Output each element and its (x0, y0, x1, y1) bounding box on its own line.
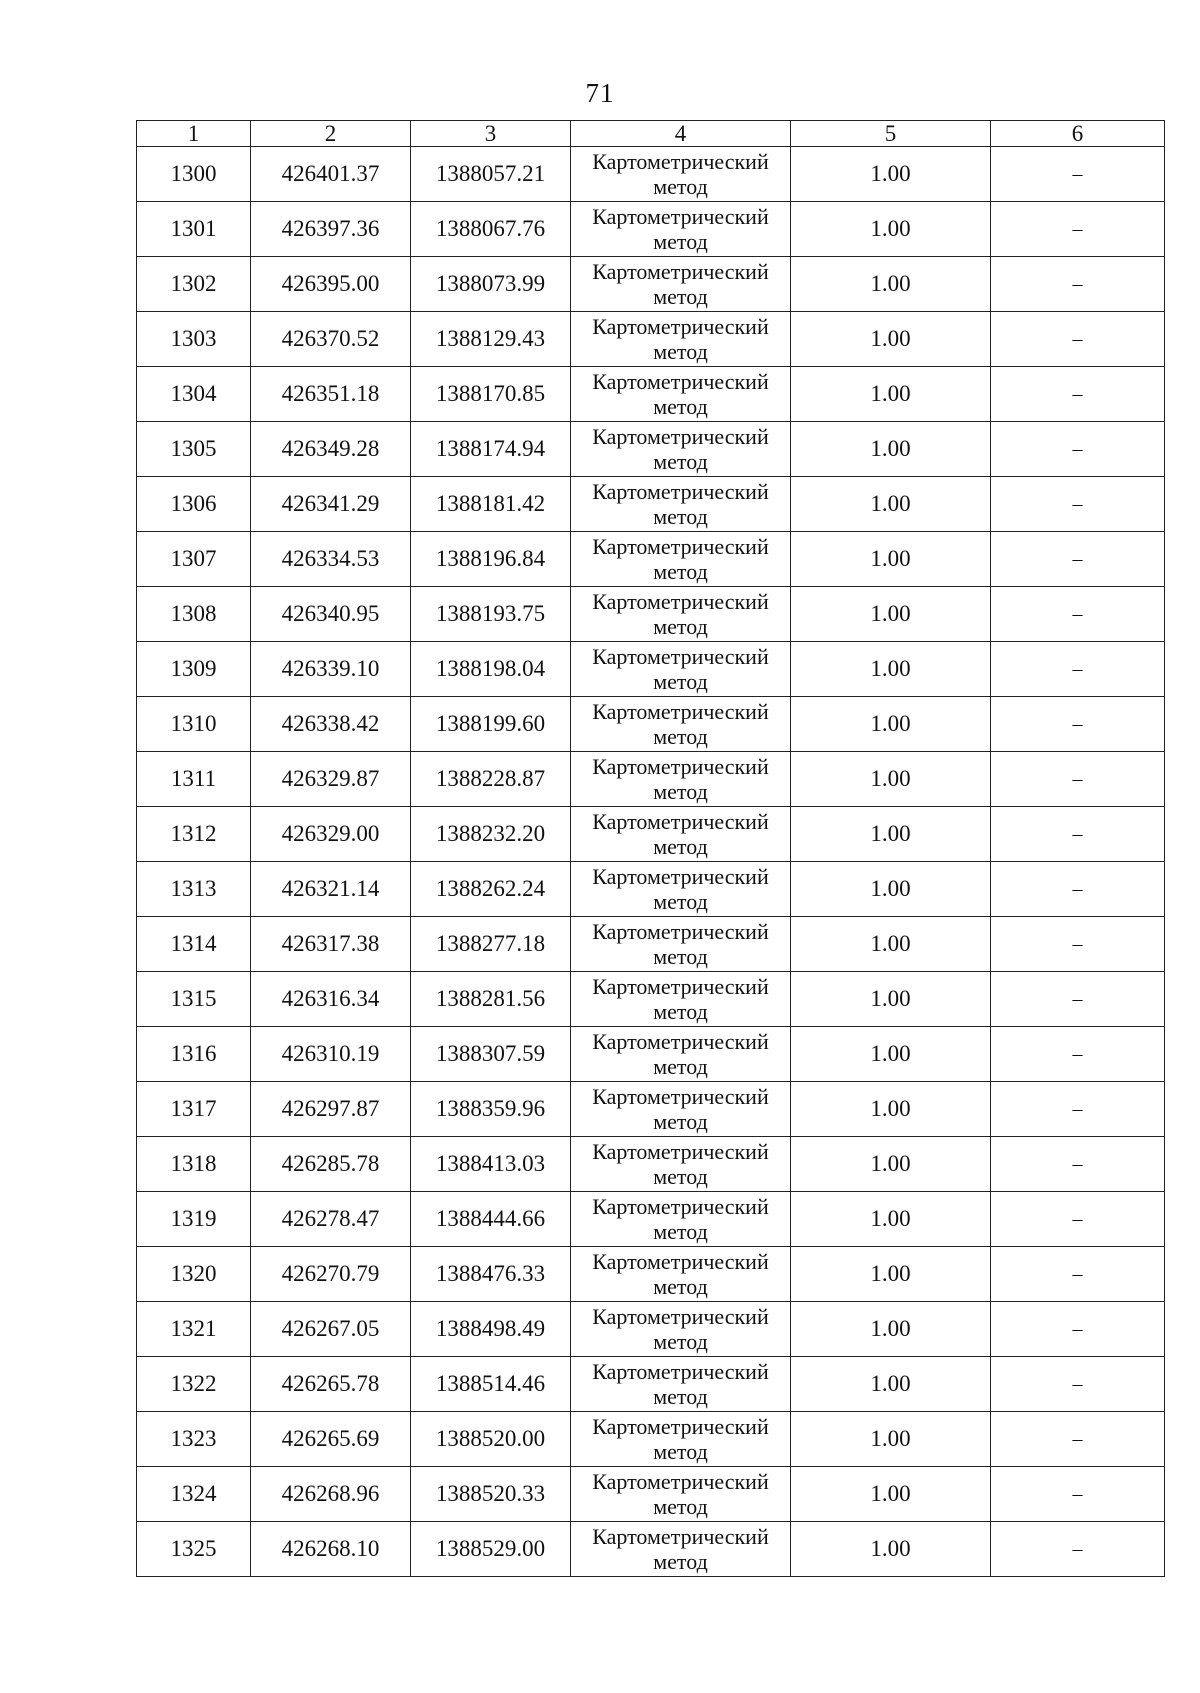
method-text-line1: Картометрический (592, 259, 769, 284)
point-number-cell: 1315 (137, 972, 251, 1027)
table-row (137, 972, 1165, 1027)
x-coordinate-cell: 426316.34 (251, 972, 411, 1027)
method-text-line1: Картометрический (592, 1414, 769, 1439)
x-coordinate-cell: 426397.36 (251, 202, 411, 257)
method-text-line2: метод (653, 1384, 708, 1409)
point-number-cell: 1301 (137, 202, 251, 257)
point-number-cell: 1304 (137, 367, 251, 422)
y-coordinate-cell: 1388281.56 (411, 972, 571, 1027)
note-cell: – (991, 422, 1165, 477)
y-coordinate-cell: 1388359.96 (411, 1082, 571, 1137)
x-coordinate-cell: 426321.14 (251, 862, 411, 917)
method-cell (571, 312, 791, 367)
column-header-5: 5 (791, 121, 991, 147)
method-text-line1: Картометрический (592, 1359, 769, 1384)
table-row (137, 862, 1165, 917)
accuracy-cell: 1.00 (791, 1467, 991, 1522)
x-coordinate-cell: 426370.52 (251, 312, 411, 367)
y-coordinate-cell: 1388413.03 (411, 1137, 571, 1192)
table-row (137, 1412, 1165, 1467)
method-cell (571, 807, 791, 862)
point-number-cell: 1310 (137, 697, 251, 752)
point-number-cell: 1317 (137, 1082, 251, 1137)
note-cell: – (991, 202, 1165, 257)
method-text-line1: Картометрический (592, 1194, 769, 1219)
accuracy-cell: 1.00 (791, 1247, 991, 1302)
method-text-line2: метод (653, 614, 708, 639)
accuracy-cell: 1.00 (791, 587, 991, 642)
method-text-line1: Картометрический (592, 369, 769, 394)
y-coordinate-cell: 1388228.87 (411, 752, 571, 807)
page-number: 71 (585, 78, 615, 108)
note-cell: – (991, 532, 1165, 587)
x-coordinate-cell: 426317.38 (251, 917, 411, 972)
accuracy-cell: 1.00 (791, 257, 991, 312)
accuracy-cell: 1.00 (791, 532, 991, 587)
table-row (137, 1192, 1165, 1247)
method-cell (571, 972, 791, 1027)
method-cell (571, 1192, 791, 1247)
method-text-line2: метод (653, 559, 708, 584)
accuracy-cell: 1.00 (791, 752, 991, 807)
y-coordinate-cell: 1388193.75 (411, 587, 571, 642)
table-row (137, 422, 1165, 477)
point-number-cell: 1320 (137, 1247, 251, 1302)
y-coordinate-cell: 1388170.85 (411, 367, 571, 422)
method-text-line1: Картометрический (592, 1249, 769, 1274)
x-coordinate-cell: 426341.29 (251, 477, 411, 532)
table-row (137, 807, 1165, 862)
accuracy-cell: 1.00 (791, 807, 991, 862)
method-text-line2: метод (653, 284, 708, 309)
method-cell (571, 587, 791, 642)
method-text-line2: метод (653, 1549, 708, 1574)
coordinates-table (136, 120, 1165, 1577)
method-cell (571, 1137, 791, 1192)
table-row (137, 367, 1165, 422)
x-coordinate-cell: 426395.00 (251, 257, 411, 312)
point-number-cell: 1314 (137, 917, 251, 972)
note-cell: – (991, 697, 1165, 752)
accuracy-cell: 1.00 (791, 202, 991, 257)
method-text-line1: Картометрический (592, 974, 769, 999)
point-number-cell: 1306 (137, 477, 251, 532)
y-coordinate-cell: 1388262.24 (411, 862, 571, 917)
table-row (137, 752, 1165, 807)
x-coordinate-cell: 426285.78 (251, 1137, 411, 1192)
table-row (137, 477, 1165, 532)
method-text-line1: Картометрический (592, 864, 769, 889)
x-coordinate-cell: 426329.87 (251, 752, 411, 807)
y-coordinate-cell: 1388199.60 (411, 697, 571, 752)
accuracy-cell: 1.00 (791, 917, 991, 972)
note-cell: – (991, 1412, 1165, 1467)
point-number-cell: 1322 (137, 1357, 251, 1412)
method-text-line1: Картометрический (592, 699, 769, 724)
method-text-line1: Картометрический (592, 1469, 769, 1494)
point-number-cell: 1311 (137, 752, 251, 807)
method-text-line1: Картометрический (592, 1084, 769, 1109)
y-coordinate-cell: 1388520.33 (411, 1467, 571, 1522)
x-coordinate-cell: 426310.19 (251, 1027, 411, 1082)
x-coordinate-cell: 426267.05 (251, 1302, 411, 1357)
table-row (137, 1027, 1165, 1082)
method-text-line2: метод (653, 669, 708, 694)
point-number-cell: 1302 (137, 257, 251, 312)
note-cell: – (991, 312, 1165, 367)
method-cell (571, 1302, 791, 1357)
note-cell: – (991, 1522, 1165, 1577)
method-cell (571, 1522, 791, 1577)
method-text-line2: метод (653, 1494, 708, 1519)
method-cell (571, 862, 791, 917)
accuracy-cell: 1.00 (791, 1082, 991, 1137)
point-number-cell: 1319 (137, 1192, 251, 1247)
accuracy-cell: 1.00 (791, 1522, 991, 1577)
note-cell: – (991, 147, 1165, 202)
x-coordinate-cell: 426340.95 (251, 587, 411, 642)
y-coordinate-cell: 1388196.84 (411, 532, 571, 587)
accuracy-cell: 1.00 (791, 1027, 991, 1082)
method-cell (571, 422, 791, 477)
table-row (137, 1357, 1165, 1412)
method-cell (571, 257, 791, 312)
accuracy-cell: 1.00 (791, 1137, 991, 1192)
x-coordinate-cell: 426351.18 (251, 367, 411, 422)
column-header-2: 2 (251, 121, 411, 147)
x-coordinate-cell: 426339.10 (251, 642, 411, 697)
x-coordinate-cell: 426268.96 (251, 1467, 411, 1522)
method-text-line2: метод (653, 1109, 708, 1134)
x-coordinate-cell: 426265.69 (251, 1412, 411, 1467)
method-text-line2: метод (653, 339, 708, 364)
note-cell: – (991, 1302, 1165, 1357)
note-cell: – (991, 1357, 1165, 1412)
point-number-cell: 1312 (137, 807, 251, 862)
table-row (137, 1082, 1165, 1137)
method-cell (571, 697, 791, 752)
point-number-cell: 1325 (137, 1522, 251, 1577)
table-row (137, 312, 1165, 367)
y-coordinate-cell: 1388529.00 (411, 1522, 571, 1577)
point-number-cell: 1309 (137, 642, 251, 697)
accuracy-cell: 1.00 (791, 1357, 991, 1412)
accuracy-cell: 1.00 (791, 147, 991, 202)
note-cell: – (991, 862, 1165, 917)
x-coordinate-cell: 426329.00 (251, 807, 411, 862)
note-cell: – (991, 917, 1165, 972)
method-text-line2: метод (653, 174, 708, 199)
column-header-1: 1 (137, 121, 251, 147)
method-cell (571, 532, 791, 587)
x-coordinate-cell: 426349.28 (251, 422, 411, 477)
y-coordinate-cell: 1388073.99 (411, 257, 571, 312)
method-text-line1: Картометрический (592, 589, 769, 614)
accuracy-cell: 1.00 (791, 972, 991, 1027)
table-row (137, 1522, 1165, 1577)
method-cell (571, 1247, 791, 1302)
method-text-line1: Картометрический (592, 644, 769, 669)
note-cell: – (991, 972, 1165, 1027)
point-number-cell: 1308 (137, 587, 251, 642)
method-text-line2: метод (653, 1219, 708, 1244)
header-row (137, 121, 1165, 147)
note-cell: – (991, 752, 1165, 807)
x-coordinate-cell: 426334.53 (251, 532, 411, 587)
method-cell (571, 202, 791, 257)
method-cell (571, 1467, 791, 1522)
method-text-line2: метод (653, 1329, 708, 1354)
note-cell: – (991, 1467, 1165, 1522)
table-row (137, 202, 1165, 257)
table-row (137, 532, 1165, 587)
method-text-line2: метод (653, 1164, 708, 1189)
method-cell (571, 1027, 791, 1082)
method-text-line1: Картометрический (592, 754, 769, 779)
table-row (137, 917, 1165, 972)
method-text-line1: Картометрический (592, 1524, 769, 1549)
table-header (137, 121, 1165, 147)
x-coordinate-cell: 426265.78 (251, 1357, 411, 1412)
note-cell: – (991, 1027, 1165, 1082)
method-text-line2: метод (653, 1439, 708, 1464)
point-number-cell: 1324 (137, 1467, 251, 1522)
method-text-line1: Картометрический (592, 424, 769, 449)
accuracy-cell: 1.00 (791, 642, 991, 697)
note-cell: – (991, 257, 1165, 312)
column-header-4: 4 (571, 121, 791, 147)
y-coordinate-cell: 1388198.04 (411, 642, 571, 697)
method-text-line2: метод (653, 1274, 708, 1299)
accuracy-cell: 1.00 (791, 862, 991, 917)
accuracy-cell: 1.00 (791, 1302, 991, 1357)
y-coordinate-cell: 1388444.66 (411, 1192, 571, 1247)
table-body (137, 147, 1165, 1577)
accuracy-cell: 1.00 (791, 367, 991, 422)
y-coordinate-cell: 1388181.42 (411, 477, 571, 532)
method-text-line1: Картометрический (592, 534, 769, 559)
table-row (137, 1247, 1165, 1302)
table-row (137, 642, 1165, 697)
table-row (137, 1467, 1165, 1522)
method-cell (571, 752, 791, 807)
y-coordinate-cell: 1388129.43 (411, 312, 571, 367)
method-cell (571, 642, 791, 697)
y-coordinate-cell: 1388514.46 (411, 1357, 571, 1412)
x-coordinate-cell: 426270.79 (251, 1247, 411, 1302)
method-text-line1: Картометрический (592, 314, 769, 339)
note-cell: – (991, 1082, 1165, 1137)
method-text-line2: метод (653, 1054, 708, 1079)
table-row (137, 1137, 1165, 1192)
x-coordinate-cell: 426338.42 (251, 697, 411, 752)
note-cell: – (991, 642, 1165, 697)
method-text-line2: метод (653, 889, 708, 914)
method-text-line2: метод (653, 724, 708, 749)
method-text-line1: Картометрический (592, 149, 769, 174)
x-coordinate-cell: 426297.87 (251, 1082, 411, 1137)
y-coordinate-cell: 1388277.18 (411, 917, 571, 972)
method-text-line2: метод (653, 394, 708, 419)
column-header-6: 6 (991, 121, 1165, 147)
note-cell: – (991, 367, 1165, 422)
note-cell: – (991, 1137, 1165, 1192)
method-cell (571, 147, 791, 202)
method-text-line2: метод (653, 834, 708, 859)
method-text-line2: метод (653, 229, 708, 254)
point-number-cell: 1316 (137, 1027, 251, 1082)
x-coordinate-cell: 426268.10 (251, 1522, 411, 1577)
accuracy-cell: 1.00 (791, 1192, 991, 1247)
point-number-cell: 1303 (137, 312, 251, 367)
point-number-cell: 1307 (137, 532, 251, 587)
y-coordinate-cell: 1388067.76 (411, 202, 571, 257)
method-cell (571, 477, 791, 532)
y-coordinate-cell: 1388520.00 (411, 1412, 571, 1467)
accuracy-cell: 1.00 (791, 312, 991, 367)
table-row (137, 257, 1165, 312)
method-text-line2: метод (653, 449, 708, 474)
table-row (137, 587, 1165, 642)
x-coordinate-cell: 426278.47 (251, 1192, 411, 1247)
accuracy-cell: 1.00 (791, 1412, 991, 1467)
y-coordinate-cell: 1388498.49 (411, 1302, 571, 1357)
method-text-line1: Картометрический (592, 479, 769, 504)
column-header-3: 3 (411, 121, 571, 147)
x-coordinate-cell: 426401.37 (251, 147, 411, 202)
method-text-line1: Картометрический (592, 1304, 769, 1329)
method-text-line1: Картометрический (592, 1029, 769, 1054)
method-text-line2: метод (653, 944, 708, 969)
point-number-cell: 1313 (137, 862, 251, 917)
point-number-cell: 1318 (137, 1137, 251, 1192)
point-number-cell: 1300 (137, 147, 251, 202)
point-number-cell: 1321 (137, 1302, 251, 1357)
accuracy-cell: 1.00 (791, 477, 991, 532)
y-coordinate-cell: 1388476.33 (411, 1247, 571, 1302)
note-cell: – (991, 1247, 1165, 1302)
note-cell: – (991, 587, 1165, 642)
y-coordinate-cell: 1388174.94 (411, 422, 571, 477)
method-text-line1: Картометрический (592, 1139, 769, 1164)
accuracy-cell: 1.00 (791, 422, 991, 477)
method-text-line2: метод (653, 504, 708, 529)
y-coordinate-cell: 1388232.20 (411, 807, 571, 862)
table-row (137, 1302, 1165, 1357)
method-text-line2: метод (653, 779, 708, 804)
method-text-line1: Картометрический (592, 919, 769, 944)
y-coordinate-cell: 1388307.59 (411, 1027, 571, 1082)
point-number-cell: 1305 (137, 422, 251, 477)
method-cell (571, 1412, 791, 1467)
method-text-line2: метод (653, 999, 708, 1024)
method-text-line1: Картометрический (592, 809, 769, 834)
method-cell (571, 367, 791, 422)
method-text-line1: Картометрический (592, 204, 769, 229)
method-cell (571, 917, 791, 972)
method-cell (571, 1082, 791, 1137)
note-cell: – (991, 807, 1165, 862)
note-cell: – (991, 477, 1165, 532)
accuracy-cell: 1.00 (791, 697, 991, 752)
table-row (137, 697, 1165, 752)
point-number-cell: 1323 (137, 1412, 251, 1467)
table-row (137, 147, 1165, 202)
y-coordinate-cell: 1388057.21 (411, 147, 571, 202)
method-cell (571, 1357, 791, 1412)
note-cell: – (991, 1192, 1165, 1247)
